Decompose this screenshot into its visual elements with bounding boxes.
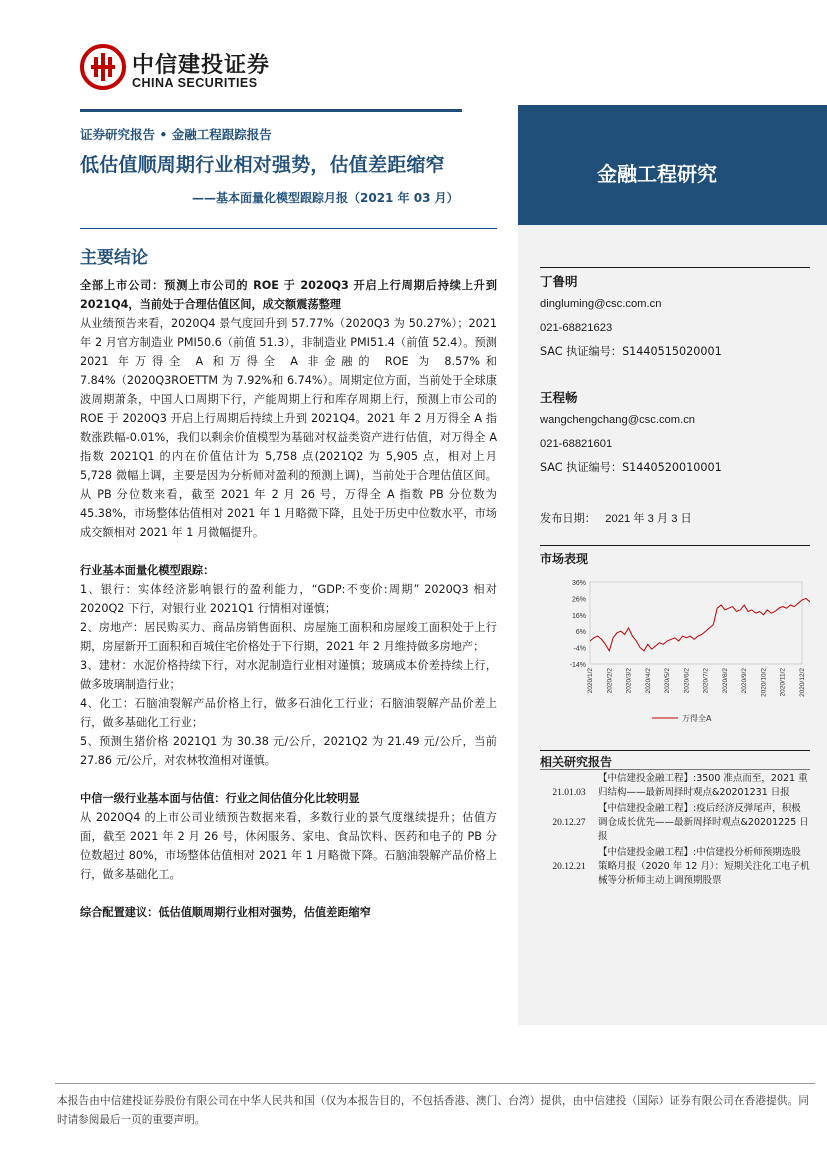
industry-item: 2、房地产：居民购买力、商品房销售面积、房屋施工面积和房屋竣工面积处于上行期，房屋新开工面积和百城住宅价格处于下行期，2021 年 2 月维持做多房地产；	[80, 621, 497, 653]
y-tick-label: 6%	[575, 629, 586, 637]
market-rule	[540, 545, 810, 546]
publish-date-label: 发布日期：	[540, 513, 596, 525]
publish-date-value: 2021 年 3 月 3 日	[605, 513, 692, 525]
logo-mark-icon	[80, 44, 126, 90]
analyst-rule	[540, 267, 810, 268]
company-logo	[80, 44, 300, 96]
analyst-card-1	[540, 272, 800, 362]
related-title: 相关研究报告	[540, 755, 613, 769]
related-title-underline	[540, 769, 810, 770]
industry-item: 3、建材：水泥价格持续下行，对水泥制造行业相对谨慎；玻璃成本价差持续上行，做多玻璃制造行业；	[80, 659, 497, 691]
analyst-phone: 021-68821601	[540, 438, 613, 450]
x-tick-label: 2020/6/2	[683, 668, 691, 694]
x-tick-label: 2020/4/2	[644, 668, 652, 694]
analyst-card-2	[540, 388, 800, 478]
sidebar-header-title: 金融工程研究	[597, 162, 717, 186]
market-title: 市场表现	[540, 552, 589, 566]
related-report-date: 20.12.27	[552, 818, 586, 828]
x-tick-label: 2020/8/2	[721, 668, 729, 694]
x-tick-label: 2020/10/2	[760, 668, 768, 697]
related-reports-list	[540, 772, 810, 890]
x-tick-label: 2020/2/2	[606, 668, 614, 694]
block3-body: 从 2020Q4 的上市公司业绩预告数据来看，多数行业的景气度继续提升；估值方面，截至 2021 年 2 月 26 号，休闲服务、家电、食品饮料、医药和电子的 PB 分位数超过 80%，市场整体估值相对 2021 年 1 月略微下降。石脑油裂解产品价格上行，做多基础化工。	[80, 811, 497, 881]
x-tick-label: 2020/12/2	[799, 668, 806, 697]
x-tick-label: 2020/1/2	[587, 668, 594, 694]
analyst-email[interactable]: wangchengchang@csc.com.cn	[540, 414, 696, 426]
analyst-email[interactable]: dingluming@csc.com.cn	[540, 298, 662, 310]
x-tick-label: 2020/7/2	[702, 668, 710, 694]
series-line	[590, 590, 810, 651]
title-rule	[80, 228, 497, 229]
footer-rule	[55, 1083, 815, 1084]
analyst-sac: SAC 执证编号：S1440520010001	[540, 461, 722, 474]
y-tick-label: 36%	[571, 580, 586, 587]
related-report-date: 21.01.03	[552, 788, 586, 798]
related-rule	[540, 750, 810, 751]
related-report-text: 【中信建投金融工程】:中信建投分析师预期选股策略月报（2020 年 12 月）：短期关注化工电子机械等分析师主动上调预期股票	[598, 847, 810, 886]
block1-body: 从业绩预告来看，2020Q4 景气度回升到 57.77%（2020Q3 为 50.27%）；2021 年 2 月官方制造业 PMI50.6（前值 51.3），非制造业 PMI51.4（前值 52.4）。预测 2021 年万得全 A 和万得全 A 非金融的 ROE 为 8.57%和 7.84%（2020Q3ROETTM 为 7.92%和 6.74%）。周期定位方面，当前处于全球康波周期萧条，中国人口周期下行，产能周期上行和库存周期上行，预测上市公司的 ROE 于 2020Q3 开启上行周期后持续上升到 2021Q4。2021 年 2 月万得全 A 指数涨跌幅-0.01%，我们以剩余价值模型为基础对权益类资产进行估值，对万得全 A 指数 2021Q1 的内在价值估计为 5,758 点(2021Q2 为 5,905 点，相对上月 5,728 微幅上调，主要是因为分析师对盈利的预测上调)，当前处于合理估值区间。从 PB 分位数来看，截至 2021 年 2 月 26 号，万得全 A 指数 PB 分位数为 45.38%，市场整体估值相对 2021 年 1 月略微下降，且处于历史中位数水平，市场成交额相对 2021 年 1 月微幅提升。	[80, 317, 497, 539]
related-report-text: 【中信建投金融工程】:3500 准点而至，2021 重归结构——最新周择时观点&20201231 日报	[598, 773, 808, 798]
x-tick-label: 2020/11/2	[779, 668, 787, 697]
related-report-date: 20.12.21	[552, 862, 586, 872]
analyst-name: 丁鲁明	[540, 274, 578, 289]
footer-disclaimer: 本报告由中信建投证券股份有限公司在中华人民共和国（仅为本报告目的，不包括香港、澳门、台湾）提供，由中信建投（国际）证券有限公司在香港提供。同时请参阅最后一页的重要声明。	[57, 1095, 809, 1126]
market-chart	[540, 572, 810, 732]
y-tick-label: -4%	[573, 645, 586, 653]
main-content	[80, 276, 497, 922]
plot-frame	[590, 582, 802, 664]
legend-label: 万得全A	[682, 714, 712, 723]
analyst-sac: SAC 执证编号：S1440515020001	[540, 345, 722, 358]
block2-heading: 行业基本面量化模型跟踪：	[80, 564, 215, 577]
related-report-item[interactable]	[540, 772, 810, 800]
header-rule	[80, 109, 462, 112]
related-report-item[interactable]	[540, 802, 810, 844]
x-tick-label: 2020/3/2	[625, 668, 633, 694]
analyst-name: 王程畅	[540, 390, 578, 405]
logo-text-cn: 中信建投证券	[132, 53, 271, 78]
publish-date-row	[540, 509, 800, 529]
y-tick-label: -14%	[569, 662, 586, 669]
industry-item: 4、化工：石脑油裂解产品价格上行，做多石油化工行业；石脑油裂解产品价差上行，做多基础化工行业；	[80, 697, 497, 729]
y-tick-label: 26%	[571, 596, 586, 604]
industry-item: 1、银行：实体经济影响银行的盈利能力，“GDP:不变价:周期” 2020Q3 相对 2020Q2 下行，对银行业 2021Q1 行情相对谨慎；	[80, 583, 497, 615]
block1-heading: 全部上市公司：预测上市公司的 ROE 于 2020Q3 开启上行周期后持续上升到 2021Q4，当前处于合理估值区间，成交额震荡整理	[80, 279, 497, 311]
industry-item: 5、预测生猪价格 2021Q1 为 30.38 元/公斤，2021Q2 为 21.49 元/公斤，当前 27.86 元/公斤，对农林牧渔相对谨慎。	[80, 735, 497, 767]
section-title: 主要结论	[80, 248, 148, 268]
related-report-item[interactable]	[540, 846, 810, 888]
analyst-phone: 021-68821623	[540, 322, 613, 334]
y-tick-label: 16%	[571, 612, 586, 620]
x-tick-label: 2020/9/2	[741, 668, 749, 694]
block3-heading: 中信一级行业基本面与估值：行业之间估值分化比较明显	[80, 792, 360, 805]
market-chart-svg	[540, 572, 810, 732]
block4-heading: 综合配置建议：低估值顺周期行业相对强势，估值差距缩窄	[80, 906, 371, 919]
page-title: 低估值顺周期行业相对强势，估值差距缩窄	[80, 154, 445, 176]
related-report-text: 【中信建投金融工程】:疫后经济反弹尾声，积极调仓成长优先——最新周择时观点&20201225 日报	[598, 803, 809, 842]
breadcrumb: 证券研究报告 • 金融工程跟踪报告	[80, 127, 272, 142]
page-subtitle: ——基本面量化模型跟踪月报（2021 年 03 月）	[192, 191, 459, 205]
logo-text-en: CHINA SECURITIES	[132, 76, 258, 90]
x-tick-label: 2020/5/2	[664, 668, 672, 694]
